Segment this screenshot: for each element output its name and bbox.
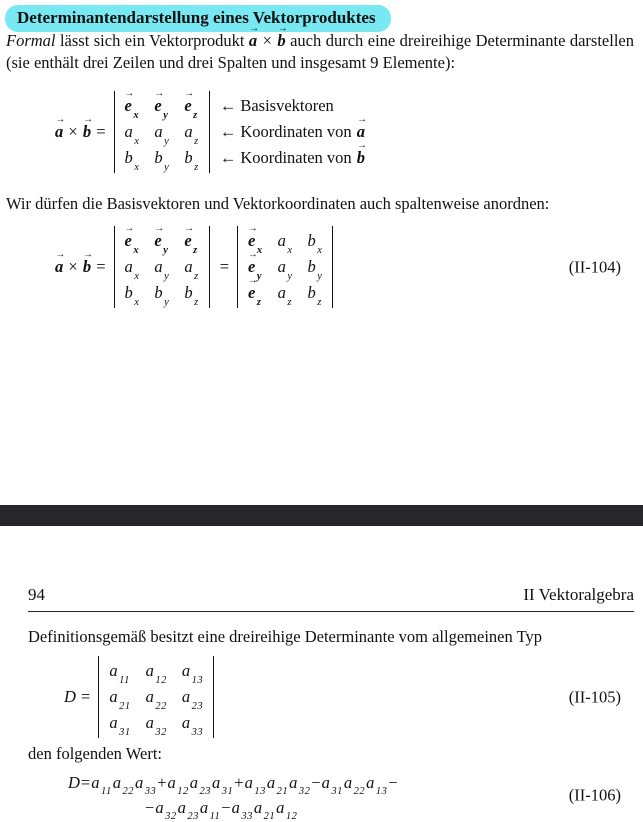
matrix-cell <box>182 684 203 710</box>
section-heading <box>5 5 391 32</box>
math-token: ← Koordinaten von <box>219 148 356 168</box>
math-token: + <box>157 772 167 792</box>
math-token: a $_{22}$ <box>343 772 366 798</box>
matrix-cell <box>154 119 169 145</box>
matrix-cell <box>154 254 169 280</box>
matrix-row-annotations <box>220 93 365 171</box>
math-token: b $_y$ <box>154 148 170 173</box>
matrix-cell <box>125 228 140 254</box>
section-heading-text: Determinantendarstellung eines Vektorproduktes <box>17 8 376 27</box>
matrix-cell <box>184 119 198 145</box>
math-token: a $_{23}$ <box>177 797 199 822</box>
determinant-matrix-rowwise <box>114 91 210 173</box>
math-token: a $_{23}$ <box>189 772 212 798</box>
math-token: a $_{32}$ <box>289 772 311 798</box>
matrix-cell <box>184 254 198 280</box>
math-token: b $_y$ <box>307 257 323 282</box>
vector-symbol: e → $_y$ <box>154 230 168 252</box>
running-head <box>28 584 634 612</box>
matrix-cell <box>146 710 167 736</box>
intro-text-after-math: auch durch eine dreireihige Determinante darstellen (sie enthält drei Zeilen und drei Spalten und insgesamt 9 Elemente): <box>6 31 634 72</box>
matrix-cell <box>182 658 203 684</box>
math-token: = <box>80 772 91 792</box>
math-token: − <box>145 797 155 817</box>
math-token: a $_x$ <box>277 231 293 256</box>
math-token: = <box>92 122 106 142</box>
matrix-cell <box>154 93 169 119</box>
math-token: a $_{32}$ <box>155 797 177 822</box>
math-token: a $_{23}$ <box>181 687 204 712</box>
matrix-cell <box>184 280 198 306</box>
matrix-cell <box>308 228 323 254</box>
matrix-cell <box>154 145 169 171</box>
annotation-basis-vectors <box>220 93 365 119</box>
matrix-cell <box>278 254 293 280</box>
intro-lead-word: Formal <box>6 31 56 50</box>
matrix-cell <box>154 280 169 306</box>
math-token: a $_z$ <box>277 283 292 308</box>
math-token: a $_{33}$ <box>231 797 253 822</box>
inline-math-cross-product <box>249 31 286 50</box>
chapter-title: II Vektoralgebra <box>523 585 634 604</box>
formula-II-105 <box>0 655 643 739</box>
math-token: a $_y$ <box>277 257 293 282</box>
math-token: a $_{12}$ <box>276 797 298 822</box>
matrix-cell <box>184 93 198 119</box>
matrix-cell <box>125 93 140 119</box>
matrix-cell <box>184 145 198 171</box>
matrix-cell <box>308 254 323 280</box>
equals-sign: = <box>219 257 229 277</box>
math-token: a $_{33}$ <box>134 772 157 798</box>
math-token: a $_{11}$ <box>109 661 130 686</box>
matrix-cell <box>154 228 169 254</box>
formula2-lhs <box>55 256 106 278</box>
page-divider-bar <box>0 505 643 526</box>
math-token: − <box>388 772 398 792</box>
formula1-lhs <box>55 121 106 143</box>
intro-paragraph <box>6 30 634 73</box>
math-token: = <box>92 257 106 277</box>
math-token: b $_x$ <box>124 148 140 173</box>
math-token: a $_y$ <box>154 257 170 282</box>
math-token: ← Koordinaten von <box>219 122 356 142</box>
math-token: b $_z$ <box>184 148 199 173</box>
matrix-cell <box>248 280 263 306</box>
matrix-cell <box>278 280 293 306</box>
page-number: 94 <box>28 585 45 604</box>
math-token: a $_{13}$ <box>181 661 204 686</box>
math-token: a $_{32}$ <box>145 713 167 738</box>
math-token: a $_{31}$ <box>212 772 234 798</box>
math-token: a $_{22}$ <box>145 687 167 712</box>
determinant-matrix-rowwise <box>114 226 210 308</box>
equation-tag: (II-105) <box>568 687 621 707</box>
math-token: a $_x$ <box>124 122 140 147</box>
vector-symbol: b → <box>277 31 285 50</box>
math-token: a $_{11}$ <box>199 797 221 822</box>
math-token: a $_{13}$ <box>244 772 266 798</box>
math-token: D <box>68 772 80 792</box>
vector-symbol: e → $_x$ <box>125 230 140 252</box>
matrix-cell <box>125 145 140 171</box>
math-token: b $_z$ <box>307 283 322 308</box>
determinant-matrix-columnwise <box>237 226 333 308</box>
math-token: × <box>64 122 82 142</box>
math-token: b $_x$ <box>124 283 140 308</box>
vector-symbol: e → $_y$ <box>248 256 262 278</box>
vector-symbol: a → <box>357 121 365 143</box>
vector-symbol: b → <box>357 147 365 169</box>
definition-paragraph: Definitionsgemäß besitzt eine dreireihige Determinante vom allgemeinen Typ <box>28 627 542 646</box>
math-token: b $_x$ <box>307 231 323 256</box>
matrix-cell <box>146 658 167 684</box>
math-token: a $_z$ <box>184 257 199 282</box>
math-token: a $_{31}$ <box>109 713 131 738</box>
math-token: a $_{33}$ <box>181 713 204 738</box>
formula-II-104 <box>0 225 643 309</box>
matrix-cell <box>125 280 140 306</box>
math-token: + <box>234 772 244 792</box>
matrix-cell <box>109 658 130 684</box>
matrix-cell <box>146 684 167 710</box>
determinant-matrix-general <box>98 656 214 738</box>
annotation-coordinates-a <box>220 119 365 145</box>
math-token: − <box>221 797 231 817</box>
math-token: a $_{21}$ <box>266 772 289 798</box>
math-token: a $_{12}$ <box>167 772 189 798</box>
matrix-cell <box>125 119 140 145</box>
intro-text-before-math: lässt sich ein Vektorprodukt <box>55 31 249 50</box>
vector-symbol: a → <box>55 257 63 276</box>
vector-symbol: e → $_x$ <box>125 95 140 117</box>
math-token: a $_{21}$ <box>109 687 131 712</box>
math-token: − <box>311 772 321 792</box>
math-token: × <box>64 257 82 277</box>
math-token: D <box>64 687 76 707</box>
math-token: a $_z$ <box>184 122 199 147</box>
matrix-cell <box>308 280 323 306</box>
vector-symbol: b → <box>83 257 91 276</box>
math-token: b $_z$ <box>184 283 199 308</box>
matrix-cell <box>182 710 203 736</box>
matrix-cell <box>125 254 140 280</box>
vector-symbol: b → <box>83 122 91 141</box>
columnwise-paragraph: Wir dürfen die Basisvektoren und Vektorkoordinaten auch spaltenweise anordnen: <box>6 194 550 213</box>
math-token: b $_y$ <box>154 283 170 308</box>
annotation-coordinates-b <box>220 145 365 171</box>
vector-symbol: e → $_z$ <box>248 282 261 304</box>
equation-tag: (II-106) <box>568 785 621 805</box>
value-intro-paragraph: den folgenden Wert: <box>28 744 162 763</box>
matrix-cell <box>278 228 293 254</box>
formula105-lhs <box>64 686 90 708</box>
math-token: × <box>258 31 277 50</box>
math-token: a $_x$ <box>124 257 140 282</box>
formula-II-106 <box>0 771 643 822</box>
vector-symbol: e → $_x$ <box>248 230 263 252</box>
matrix-cell <box>184 228 198 254</box>
math-token: a $_{22}$ <box>112 772 134 798</box>
math-token: ← Basisvektoren <box>219 96 334 116</box>
vector-symbol: e → $_z$ <box>184 230 197 252</box>
math-token: a $_{13}$ <box>366 772 388 798</box>
vector-symbol: a → <box>55 122 63 141</box>
matrix-cell <box>109 684 130 710</box>
math-token: a $_{12}$ <box>145 661 167 686</box>
vector-symbol: a → <box>249 31 257 50</box>
math-token: a $_{11}$ <box>91 772 112 798</box>
vector-symbol: e → $_y$ <box>154 95 168 117</box>
math-token: = <box>76 687 91 707</box>
formula-determinant-annotated <box>55 90 365 174</box>
vector-symbol: e → $_z$ <box>184 95 197 117</box>
matrix-cell <box>109 710 130 736</box>
math-token: a $_{31}$ <box>321 772 343 798</box>
math-token: a $_y$ <box>154 122 170 147</box>
math-token: a $_{21}$ <box>253 797 276 822</box>
equation-tag: (II-104) <box>568 257 621 277</box>
